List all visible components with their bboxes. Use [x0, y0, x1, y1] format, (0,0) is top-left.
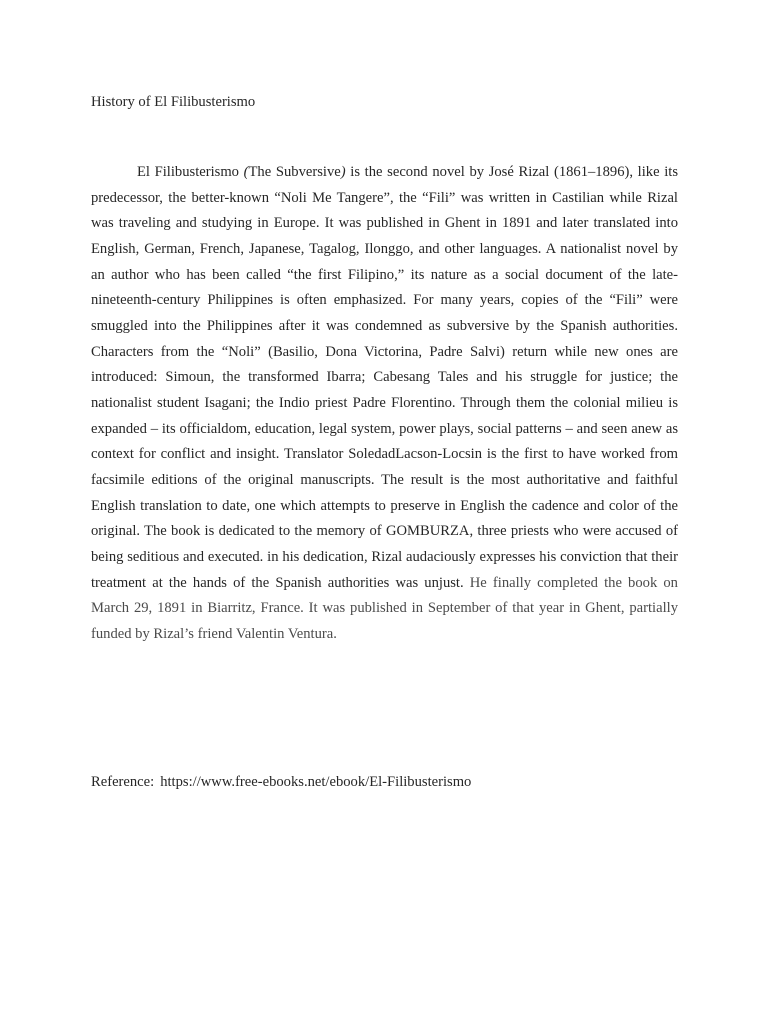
paragraph-paren-open: (	[243, 164, 249, 180]
paragraph-text-end: He finally completed the book on March 29, 1891 in Biarritz, France. It was published in September of that year in Ghent, partially funded by Rizal’s friend Valentin Ventura.	[91, 574, 678, 643]
body-paragraph	[91, 160, 678, 648]
document-title: History of El Filibusterismo	[91, 94, 256, 110]
paragraph-paren-close: )	[340, 164, 346, 180]
reference-line	[91, 772, 471, 792]
reference-label: Reference:	[91, 774, 155, 790]
paragraph-text-1: El Filibusterismo	[137, 164, 244, 180]
paragraph-subtitle: The Subversive	[248, 164, 341, 180]
paragraph-text-main: is the second novel by José Rizal (1861–1896), like its predecessor, the better-known “Noli Me Tangere”, the “Fili” was written in Castilian while Rizal was traveling and studying in Europe. It was published in Ghent in 1891 and later translated into English, German, French, Japanese, Tagalog, Ilonggo, and other languages. A nationalist novel by an author who has been called “the first Filipino,” its nature as a social document of the late-nineteenth-century Philippines is often emphasized. For many years, copies of the “Fili” were smuggled into the Philippines after it was condemned as subversive by the Spanish authorities. Characters from the “Noli” (Basilio, Dona Victorina, Padre Salvi) return while new ones are introduced: Simoun, the transformed Ibarra; Cabesang Tales and his struggle for justice; the nationalist student Isagani; the Indio priest Padre Florentino. Through them the colonial milieu is expanded – its officialdom, education, legal system, power plays, social patterns – and seen anew as context for conflict and insight. Translator SoledadLacson-Locsin is the first to have worked from facsimile editions of the original manuscripts. The result is the most authoritative and faithful English translation to date, one which attempts to preserve in English the cadence and color of the original. The book is dedicated to the memory of GOMBURZA, three priests who were accused of being seditious and executed. in his dedication, Rizal audaciously expresses his conviction that their treatment at the hands of the Spanish authorities was unjust.	[91, 164, 679, 591]
reference-url: https://www.free-ebooks.net/ebook/El-Filibusterismo	[160, 774, 472, 790]
